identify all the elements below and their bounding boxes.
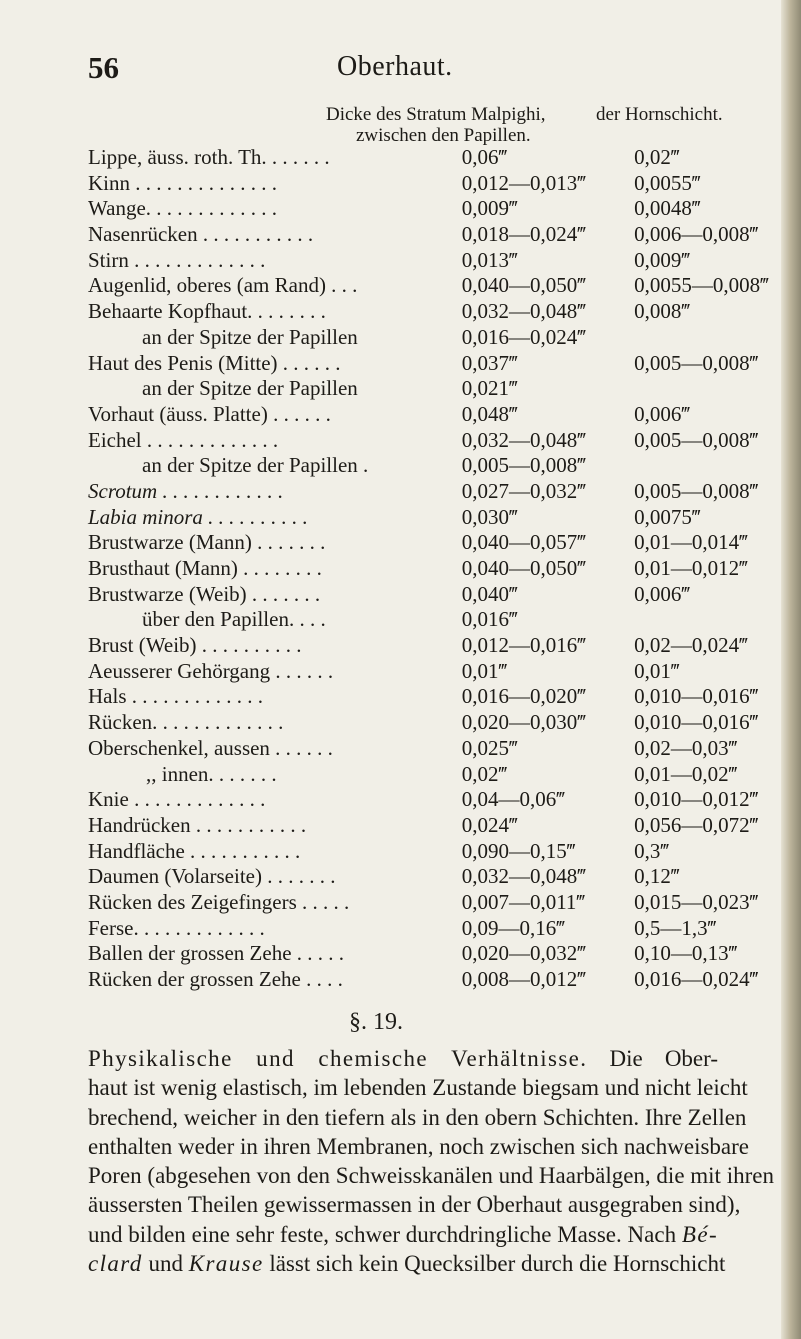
row-label-text: Brustwarze (Mann) . . . . . . . — [88, 530, 326, 555]
stratum-malpighi-value: 0,025‴ — [461, 735, 518, 760]
stratum-malpighi-value: 0,008—0,012‴ — [461, 967, 586, 991]
table-row — [88, 479, 801, 505]
stratum-malpighi-value: 0,06‴ — [461, 145, 508, 169]
row-label — [88, 505, 462, 531]
table-row — [88, 248, 801, 274]
hornschicht-value: 0,5—1,3‴ — [634, 915, 717, 940]
table-row — [88, 967, 801, 993]
stratum-malpighi-value: 0,032—0,048‴ — [461, 864, 586, 889]
hornschicht-value: 0,010—0,012‴ — [634, 787, 759, 812]
table-row — [88, 376, 801, 402]
row-label-text: Labia minora . . . . . . . . . . — [88, 504, 308, 529]
row-label — [88, 351, 462, 377]
hornschicht-value — [634, 607, 801, 633]
paragraph-line: brechend, weicher in den tiefern als in den obern Schichten. Ihre Zellen — [88, 1104, 747, 1130]
row-label — [88, 684, 462, 710]
row-label — [88, 839, 462, 865]
row-label-text: Lippe, äuss. roth. Th. . . . . . . — [88, 145, 330, 169]
hornschicht-value: 0,006‴ — [634, 401, 691, 426]
row-label-text: an der Spitze der Papillen — [142, 324, 358, 349]
row-label-text: Daumen (Volarseite) . . . . . . . — [88, 864, 336, 889]
row-label-text: Stirn . . . . . . . . . . . . . — [88, 247, 266, 272]
row-label-text: Wange. . . . . . . . . . . . . — [88, 196, 278, 221]
row-label — [88, 787, 462, 813]
row-label — [88, 659, 462, 685]
row-label-text: Brustwarze (Weib) . . . . . . . — [88, 581, 321, 606]
table-row — [88, 633, 801, 659]
column-header-hornschicht: der Hornschicht. — [596, 104, 723, 125]
hornschicht-value — [634, 453, 801, 479]
hornschicht-value: 0,3‴ — [634, 838, 670, 863]
stratum-malpighi-value: 0,020—0,032‴ — [461, 941, 586, 966]
stratum-malpighi-value: 0,013‴ — [461, 247, 518, 272]
paragraph-text: und — [142, 1251, 189, 1277]
row-label — [88, 196, 462, 222]
table-row — [88, 941, 801, 967]
stratum-malpighi-value: 0,01‴ — [461, 658, 508, 683]
hornschicht-value: 0,02—0,03‴ — [634, 735, 738, 760]
row-label-text: Oberschenkel, aussen . . . . . . — [88, 735, 333, 760]
hornschicht-value: 0,12‴ — [634, 864, 680, 889]
table-row — [88, 171, 801, 197]
body-paragraph — [88, 1044, 774, 1278]
row-label — [88, 864, 462, 890]
hornschicht-value: 0,006‴ — [634, 581, 691, 606]
table-row — [88, 145, 801, 171]
row-label — [88, 967, 462, 993]
row-label — [88, 402, 462, 428]
stratum-malpighi-value: 0,040—0,057‴ — [461, 530, 586, 555]
row-label-text: Aeusserer Gehörgang . . . . . . — [88, 658, 334, 683]
page-header — [0, 50, 780, 86]
row-label — [88, 428, 462, 454]
hornschicht-value: 0,005—0,008‴ — [634, 350, 759, 375]
hornschicht-value: 0,0048‴ — [634, 196, 701, 221]
row-label-text: Rücken der grossen Zehe . . . . — [88, 967, 343, 991]
column-header-stratum-malpighi: Dicke des Stratum Malpighi, — [326, 104, 546, 125]
row-label-text: Kinn . . . . . . . . . . . . . . — [88, 170, 277, 195]
stratum-malpighi-value: 0,032—0,048‴ — [461, 427, 586, 452]
stratum-malpighi-value: 0,020—0,030‴ — [461, 710, 586, 735]
hornschicht-value: 0,01—0,012‴ — [634, 556, 748, 580]
row-label-text: Brusthaut (Mann) . . . . . . . . — [88, 556, 322, 580]
hornschicht-value: 0,0055‴ — [634, 170, 701, 195]
row-label — [88, 890, 462, 916]
table-row — [88, 659, 801, 685]
row-label — [88, 376, 462, 402]
row-label-text: Handfläche . . . . . . . . . . . — [88, 838, 301, 863]
row-label-text: Eichel . . . . . . . . . . . . . — [88, 427, 279, 452]
stratum-malpighi-value: 0,012—0,016‴ — [461, 633, 586, 658]
hornschicht-value: 0,010—0,016‴ — [634, 710, 759, 735]
row-label — [88, 453, 462, 479]
table-row — [88, 273, 801, 299]
table-row — [88, 736, 801, 762]
stratum-malpighi-value: 0,02‴ — [461, 761, 508, 786]
row-label — [88, 273, 462, 299]
row-label — [88, 813, 462, 839]
row-label-text: Vorhaut (äuss. Platte) . . . . . . — [88, 401, 331, 426]
row-label — [88, 145, 462, 171]
table-row — [88, 505, 801, 531]
table-row — [88, 864, 801, 890]
stratum-malpighi-value: 0,012—0,013‴ — [461, 170, 586, 195]
table-row — [88, 813, 801, 839]
row-label — [88, 916, 462, 942]
author-name: clard — [88, 1251, 143, 1277]
paragraph-line — [88, 1044, 718, 1073]
table-row — [88, 710, 801, 736]
table-row — [88, 351, 801, 377]
row-label-text: Hals . . . . . . . . . . . . . — [88, 684, 263, 709]
stratum-malpighi-value: 0,021‴ — [461, 376, 518, 401]
row-label-text: an der Spitze der Papillen . — [142, 453, 369, 478]
row-label — [88, 582, 462, 608]
table-row — [88, 839, 801, 865]
hornschicht-value: 0,10—0,13‴ — [634, 941, 738, 966]
stratum-malpighi-value: 0,027—0,032‴ — [461, 478, 586, 503]
row-label-text: Augenlid, oberes (am Rand) . . . — [88, 273, 358, 298]
stratum-malpighi-value: 0,037‴ — [461, 350, 518, 375]
table-row — [88, 299, 801, 325]
stratum-malpighi-value: 0,016‴ — [461, 607, 518, 632]
stratum-malpighi-value: 0,018—0,024‴ — [461, 222, 586, 247]
hornschicht-value: 0,01—0,02‴ — [634, 761, 738, 786]
row-label — [88, 299, 462, 325]
hornschicht-value: 0,005—0,008‴ — [634, 427, 759, 452]
column-header-stratum-malpighi-sub: zwischen den Papillen. — [356, 125, 531, 146]
stratum-malpighi-value: 0,040‴ — [461, 581, 518, 606]
table-row — [88, 582, 801, 608]
hornschicht-value: 0,009‴ — [634, 247, 691, 272]
row-label — [88, 607, 462, 633]
row-label-text: Handrücken . . . . . . . . . . . — [88, 812, 307, 837]
row-label — [88, 941, 462, 967]
table-row — [88, 916, 801, 942]
stratum-malpighi-value: 0,09—0,16‴ — [461, 915, 565, 940]
table-row — [88, 428, 801, 454]
table-row — [88, 530, 801, 556]
row-label — [88, 171, 462, 197]
stratum-malpighi-value: 0,040—0,050‴ — [461, 273, 586, 298]
table-row — [88, 556, 801, 582]
table-row — [88, 762, 801, 788]
stratum-malpighi-value: 0,024‴ — [461, 812, 518, 837]
paragraph-line: haut ist wenig elastisch, im lebenden Zustande biegsam und nicht leicht — [88, 1075, 748, 1101]
section-number: §. 19. — [349, 1009, 403, 1035]
hornschicht-value: 0,005—0,008‴ — [634, 478, 759, 503]
table-row — [88, 325, 801, 351]
paragraph-line: Poren (abgesehen von den Schweisskanälen und Haarbälgen, die mit ihren — [88, 1163, 774, 1189]
hornschicht-value — [634, 325, 801, 351]
hornschicht-value: 0,010—0,016‴ — [634, 684, 759, 709]
row-label — [88, 736, 462, 762]
row-label-text: über den Papillen. . . . — [142, 607, 326, 632]
row-label-text: Behaarte Kopfhaut. . . . . . . . — [88, 299, 326, 324]
paragraph-line: enthalten weder in ihren Membranen, noch zwischen sich nachweisbare — [88, 1133, 749, 1159]
stratum-malpighi-value: 0,090—0,15‴ — [461, 838, 576, 863]
hornschicht-value — [634, 376, 801, 402]
stratum-malpighi-value: 0,009‴ — [461, 196, 518, 221]
hornschicht-value: 0,01‴ — [634, 658, 680, 683]
page-number: 56 — [88, 50, 119, 85]
row-label-text: Brust (Weib) . . . . . . . . . . — [88, 633, 302, 658]
paragraph-line: äussersten Theilen gewissermassen in der Oberhaut ausgegraben sind), — [88, 1192, 741, 1218]
row-label — [88, 479, 462, 505]
row-label — [88, 710, 462, 736]
thickness-table — [88, 145, 801, 993]
row-label-text: an der Spitze der Papillen — [142, 376, 358, 401]
stratum-malpighi-value: 0,032—0,048‴ — [461, 299, 586, 324]
stratum-malpighi-value: 0,016—0,024‴ — [461, 324, 586, 349]
running-title: Oberhaut. — [337, 51, 453, 82]
row-label-text: Nasenrücken . . . . . . . . . . . — [88, 222, 314, 247]
table-row — [88, 684, 801, 710]
hornschicht-value: 0,008‴ — [634, 299, 691, 324]
hornschicht-value: 0,015—0,023‴ — [634, 889, 759, 914]
row-label-text: Rücken des Zeigefingers . . . . . — [88, 889, 350, 914]
row-label-text: Haut des Penis (Mitte) . . . . . . — [88, 350, 341, 375]
row-label — [88, 530, 462, 556]
stratum-malpighi-value: 0,016—0,020‴ — [461, 684, 586, 709]
table-row — [88, 787, 801, 813]
author-name: Bé- — [681, 1221, 719, 1247]
paragraph-heading: Physikalische und chemische Verhältnisse. — [88, 1046, 588, 1071]
table-row — [88, 196, 801, 222]
stratum-malpighi-value: 0,04—0,06‴ — [461, 787, 565, 812]
paragraph-text: und bilden eine sehr feste, schwer durchdringliche Masse. Nach — [88, 1221, 677, 1247]
hornschicht-value: 0,016—0,024‴ — [634, 967, 759, 991]
stratum-malpighi-value: 0,048‴ — [461, 401, 518, 426]
hornschicht-value: 0,01—0,014‴ — [634, 530, 748, 555]
table-row — [88, 607, 801, 633]
table-row — [88, 453, 801, 479]
row-label-text: ,, innen. . . . . . . — [146, 761, 277, 786]
stratum-malpighi-value: 0,005—0,008‴ — [461, 453, 586, 478]
author-name: Krause — [188, 1251, 264, 1277]
row-label — [88, 325, 462, 351]
row-label — [88, 762, 462, 788]
row-label — [88, 222, 462, 248]
paragraph-text: lässt sich kein Quecksilber durch die Hornschicht — [263, 1251, 726, 1277]
table-row — [88, 402, 801, 428]
hornschicht-value: 0,02‴ — [634, 145, 680, 169]
row-label-text: Ferse. . . . . . . . . . . . . — [88, 915, 265, 940]
stratum-malpighi-value: 0,007—0,011‴ — [461, 889, 586, 914]
paragraph-text: Die Ober- — [587, 1046, 718, 1071]
stratum-malpighi-value: 0,040—0,050‴ — [461, 556, 586, 580]
paragraph-line — [88, 1249, 726, 1278]
hornschicht-value: 0,0075‴ — [634, 504, 701, 529]
hornschicht-value: 0,02—0,024‴ — [634, 633, 748, 658]
table-row — [88, 890, 801, 916]
paragraph-line — [88, 1220, 718, 1249]
table-row — [88, 222, 801, 248]
row-label-text: Scrotum . . . . . . . . . . . . — [88, 478, 284, 503]
hornschicht-value: 0,006—0,008‴ — [634, 222, 759, 247]
row-label — [88, 248, 462, 274]
row-label — [88, 556, 462, 582]
row-label-text: Ballen der grossen Zehe . . . . . — [88, 941, 345, 966]
row-label — [88, 633, 462, 659]
stratum-malpighi-value: 0,030‴ — [461, 504, 518, 529]
hornschicht-value: 0,0055—0,008‴ — [634, 273, 769, 298]
row-label-text: Knie . . . . . . . . . . . . . — [88, 787, 266, 812]
row-label-text: Rücken. . . . . . . . . . . . . — [88, 710, 284, 735]
hornschicht-value: 0,056—0,072‴ — [634, 812, 759, 837]
